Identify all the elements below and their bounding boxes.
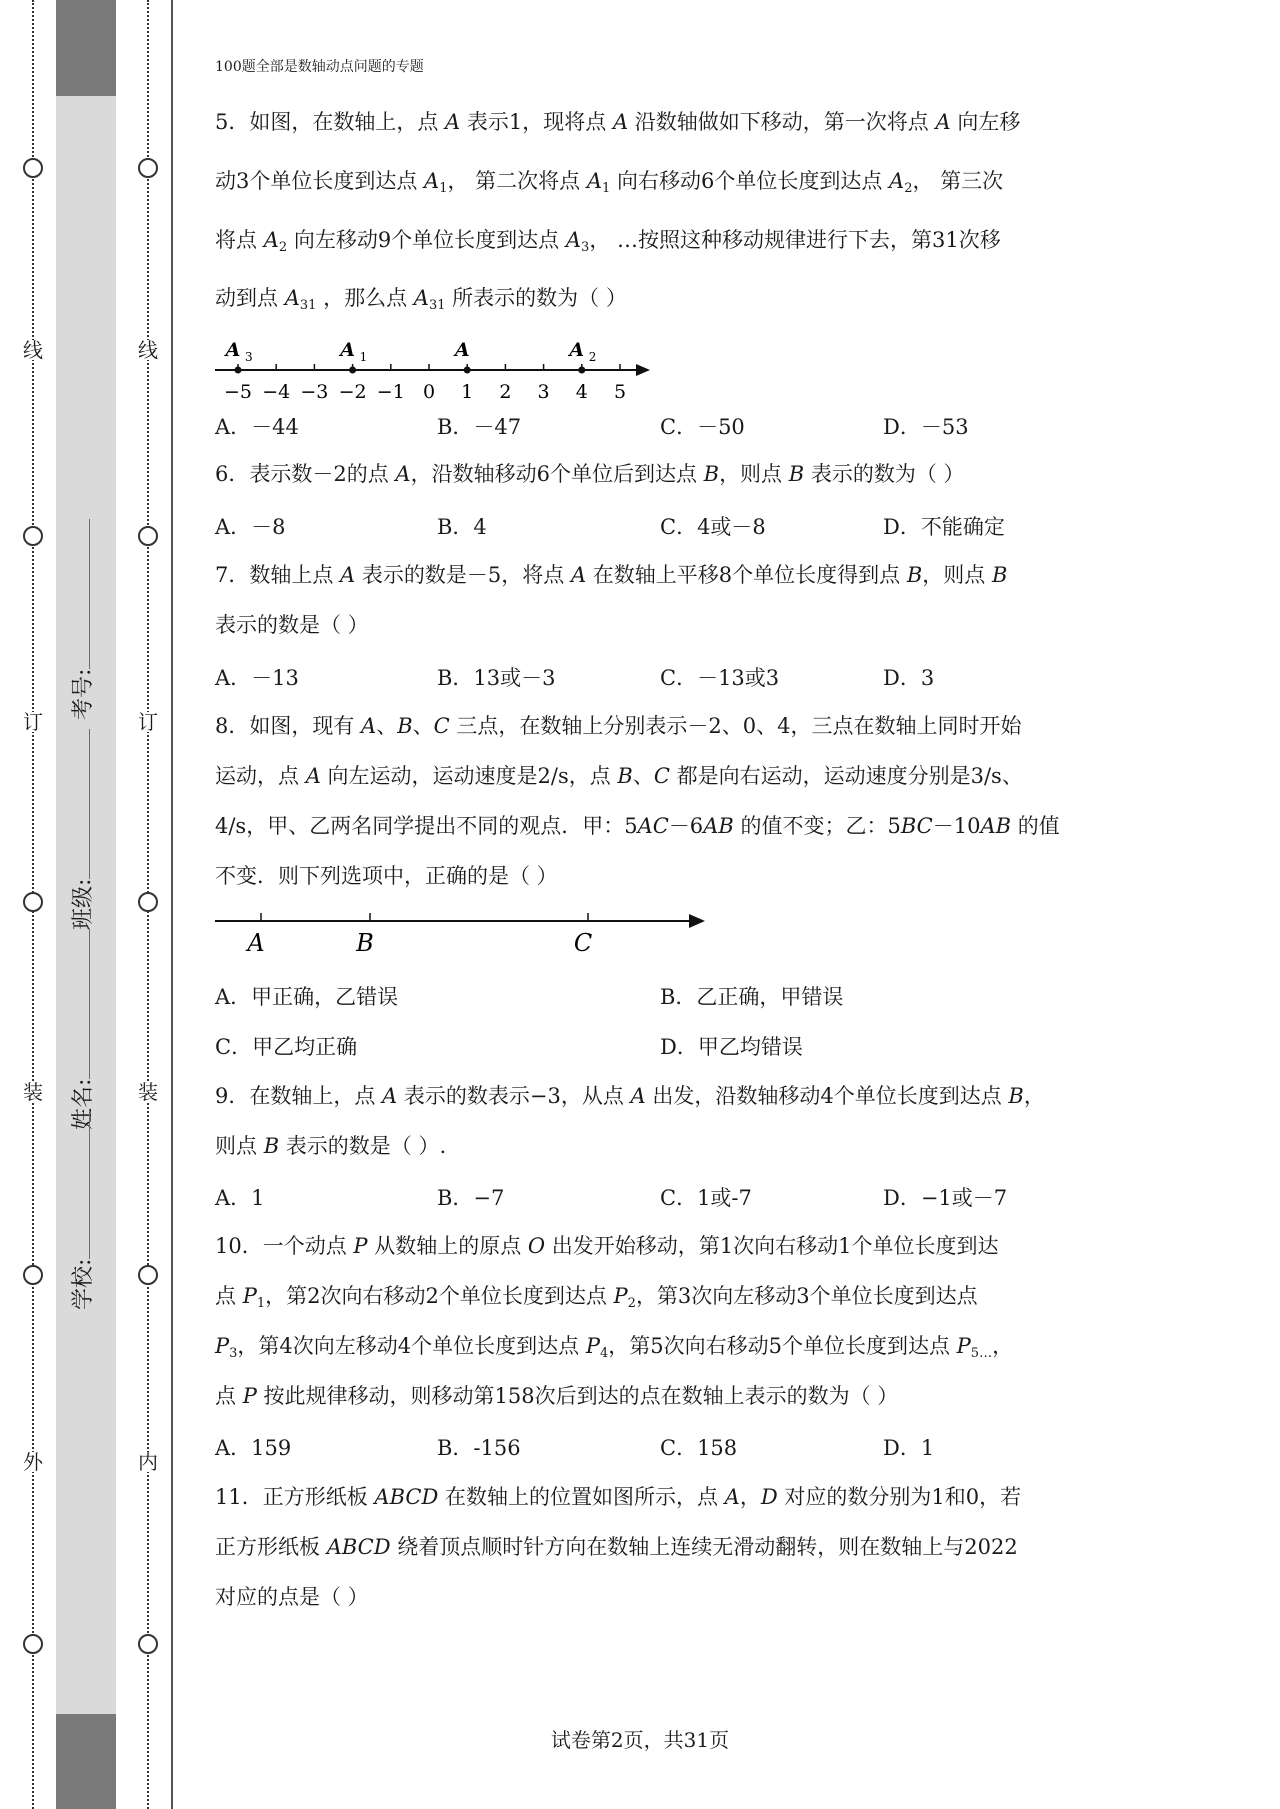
q5-tick-label: 3 [537, 381, 550, 403]
q8-option-d: D．甲乙均错误 [660, 1035, 803, 1059]
q5-tick-label: 1 [461, 381, 474, 403]
q5-point-label: A [569, 339, 585, 361]
q5-point-dot [235, 367, 242, 374]
page-footer: 试卷第2页，共31页 [550, 1728, 730, 1752]
q10-line-2: 点 $P_1$，第2次向右移动2个单位长度到达点 $P_2$，第3次向左移动3个单位长度到达点 [215, 1284, 978, 1311]
inner-glyph-ding: 订 [138, 710, 158, 734]
field-xingming: 姓名: [66, 929, 97, 1130]
inner-circle-3 [138, 892, 158, 912]
outer-circle-4 [23, 1265, 43, 1285]
q10-line-4: 点 P 按此规律移动，则移动第158次后到达的点在数轴上表示的数为（ ） [215, 1384, 899, 1408]
q6-option-d: D．不能确定 [883, 515, 1005, 539]
field-banji: 班级: [66, 729, 97, 930]
q11-line-3: 对应的点是（ ） [215, 1585, 369, 1609]
outer-glyph-ding: 订 [23, 710, 43, 734]
q9-option-b: B．−7 [437, 1186, 505, 1210]
q5-tick-label: −4 [262, 381, 291, 403]
q5-tick-label: 5 [613, 381, 627, 403]
q5-point-label: A [225, 339, 241, 361]
q5-tick-label: 2 [499, 381, 512, 403]
q7-line-1: 7．数轴上点 A 表示的数是－5，将点 A 在数轴上平移8个单位长度得到点 B，则点 B [215, 563, 1008, 587]
q9-option-d: D．−1或－7 [883, 1186, 1008, 1210]
q8-option-b: B．乙正确，甲错误 [660, 985, 844, 1009]
binding-top-block [56, 0, 116, 96]
inner-circle-2 [138, 526, 158, 546]
q5-option-c: C．－50 [660, 415, 745, 439]
q5-point-sub: 3 [245, 350, 253, 364]
q6-option-b: B．4 [437, 515, 487, 539]
inner-glyph-zhuang: 装 [138, 1080, 158, 1104]
q5-line-2: 动3个单位长度到达点 $A_1$， 第二次将点 $A_1$ 向右移动6个单位长度到达点 $A_2$， 第三次 [215, 169, 1004, 196]
q9-option-c: C．1或-7 [660, 1186, 752, 1210]
page-header: 100题全部是数轴动点问题的专题 [215, 59, 424, 75]
margin-rule [171, 0, 173, 1809]
q5-line-4: 动到点 $A_{31}$ ，那么点 $A_{31}$ 所表示的数为（ ） [215, 286, 627, 313]
outer-circle-1 [23, 158, 43, 178]
outer-circle-2 [23, 526, 43, 546]
q8-point-label: B [356, 929, 374, 957]
q5-tick-label: 0 [422, 381, 436, 403]
inner-glyph-nei: 内 [138, 1450, 158, 1474]
q5-point-label: A [454, 339, 470, 361]
q8-number-line [210, 905, 710, 965]
q9-line-1: 9．在数轴上，点 A 表示的数表示−3，从点 A 出发，沿数轴移动4个单位长度到达点 B， [215, 1084, 1045, 1108]
field-kaohao: 考号: [66, 519, 97, 720]
q5-point-sub: 2 [588, 350, 597, 364]
q8-point-label: C [573, 929, 593, 957]
q5-point-dot [578, 367, 585, 374]
q11-line-1: 11．正方形纸板 ABCD 在数轴上的位置如图所示，点 A，D 对应的数分别为1和0，若 [215, 1485, 1022, 1509]
outer-glyph-xian: 线 [23, 338, 43, 362]
q8-line-4: 不变．则下列选项中，正确的是（ ） [215, 864, 558, 888]
q5-option-b: B．－47 [437, 415, 522, 439]
q5-tick-label: −5 [223, 381, 253, 403]
q7-option-c: C．－13或3 [660, 666, 780, 690]
q10-line-1: 10．一个动点 P 从数轴上的原点 O 出发开始移动，第1次向右移动1个单位长度到达 [215, 1234, 999, 1258]
q5-tick-label: 4 [575, 381, 588, 403]
q6-question: 6．表示数－2的点 A，沿数轴移动6个单位后到达点 B，则点 B 表示的数为（ ） [215, 462, 965, 486]
q8-line-1: 8．如图，现有 A、B、C 三点，在数轴上分别表示－2、0、4，三点在数轴上同时开始 [215, 714, 1022, 738]
q5-number-line [210, 325, 660, 405]
q5-point-sub: 1 [359, 350, 368, 364]
q5-line-3: 将点 $A_2$ 向左移动9个单位长度到达点 $A_3$， …按照这种移动规律进行下去，第31次移 [215, 228, 1001, 255]
outer-circle-5 [23, 1634, 43, 1654]
q7-option-b: B．13或－3 [437, 666, 556, 690]
inner-circle-5 [138, 1634, 158, 1654]
q8-line-2: 运动，点 A 向左运动，运动速度是2/s，点 B、C 都是向右运动，运动速度分别是3/s、 [215, 764, 1023, 788]
q8-option-c: C．甲乙均正确 [215, 1035, 358, 1059]
q7-option-a: A．－13 [215, 666, 299, 690]
outer-circle-3 [23, 892, 43, 912]
q10-option-c: C．158 [660, 1436, 738, 1460]
q10-option-d: D．1 [883, 1436, 935, 1460]
outer-glyph-wai: 外 [23, 1450, 43, 1474]
field-xuexiao: 学校: [66, 1109, 97, 1310]
q5-tick-label: −3 [300, 381, 329, 403]
q11-line-2: 正方形纸板 ABCD 绕着顶点顺时针方向在数轴上连续无滑动翻转，则在数轴上与2022 [215, 1535, 1018, 1559]
q5-line-1: 5．如图，在数轴上，点 A 表示1，现将点 A 沿数轴做如下移动，第一次将点 A 向左移 [215, 110, 1021, 134]
q7-option-d: D．3 [883, 666, 935, 690]
q8-point-label: A [247, 929, 265, 957]
q8-line-3: 4/s，甲、乙两名同学提出不同的观点．甲：5AC－6AB 的值不变；乙：5BC－10AB 的值 [215, 814, 1060, 838]
q10-option-a: A．159 [215, 1436, 292, 1460]
q9-line-2: 则点 B 表示的数是（ ）. [215, 1134, 447, 1158]
q5-point-dot [464, 367, 471, 374]
inner-glyph-xian: 线 [138, 338, 158, 362]
q5-option-a: A．－44 [215, 415, 299, 439]
q5-point-label: A [340, 339, 355, 361]
q6-option-c: C．4或－8 [660, 515, 766, 539]
inner-circle-1 [138, 158, 158, 178]
q5-point-dot [349, 367, 356, 374]
q10-line-3: $P_3$，第4次向左移动4个单位长度到达点 $P_4$，第5次向右移动5个单位长度到达点 $P_{5\dots}$， [215, 1334, 1014, 1361]
inner-circle-4 [138, 1265, 158, 1285]
outer-glyph-zhuang: 装 [23, 1080, 43, 1104]
q5-tick-label: −1 [376, 381, 405, 403]
q9-option-a: A．1 [215, 1186, 265, 1210]
q6-option-a: A．－8 [215, 515, 286, 539]
q5-tick-label: −2 [338, 381, 367, 403]
q8-option-a: A．甲正确，乙错误 [215, 985, 399, 1009]
q10-option-b: B．-156 [437, 1436, 521, 1460]
q5-option-d: D．－53 [883, 415, 969, 439]
q7-line-2: 表示的数是（ ） [215, 613, 369, 637]
